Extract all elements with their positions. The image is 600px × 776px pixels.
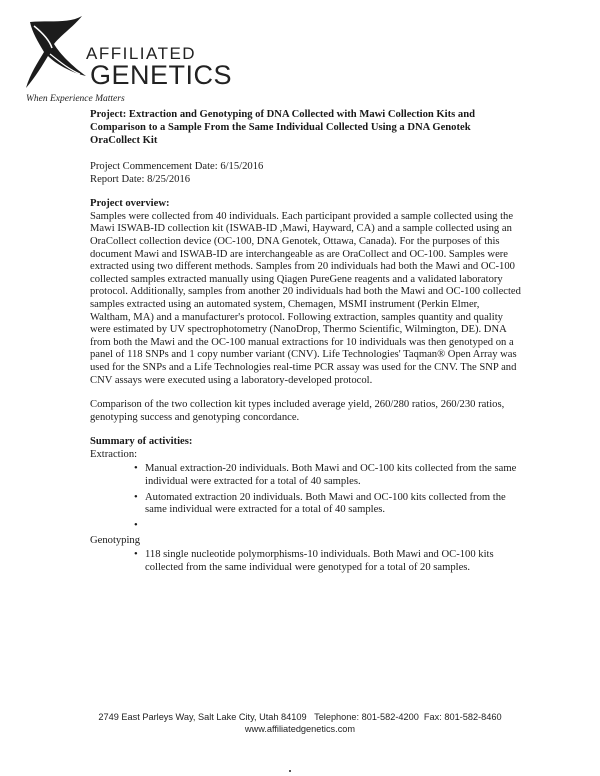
genotyping-label: Genotyping (90, 534, 141, 546)
overview-heading: Project overview: (90, 198, 170, 210)
list-item: • Automated extraction 20 individuals. Both Mawi and OC-100 kits collected from the same individual were extracted for a total of 40 samples. (145, 492, 522, 517)
extraction-label: Extraction: (90, 448, 138, 460)
list-item: • 118 single nucleotide polymorphisms-10 individuals. Both Mawi and OC-100 kits collected from the same individual were genotyped for a total of 20 samples. (145, 549, 522, 574)
extraction-list (90, 463, 522, 531)
logo-wordmark-bottom: GENETICS (90, 60, 233, 90)
footer-address: 2749 East Parleys Way, Salt Lake City, Utah 84109 Telephone: 801-582-4200 Fax: 801-582-8460 (98, 712, 502, 722)
overview-paragraph-2: Comparison of the two collection kit types included average yield, 260/280 ratios, 260/230 ratios, genotyping success and genotyping concordance. (90, 399, 505, 423)
project-dates (90, 161, 522, 186)
logo-tagline: When Experience Matters (26, 94, 125, 104)
overview-paragraph-1: Samples were collected from 40 individuals. Each participant provided a sample collected using the Mawi ISWAB-ID collection kit (ISWAB-ID ,Mawi, Hayward, CA) and a sample collected using an OraCollect collection device (OC-100, DNA Genotek, Ottawa, Canada). For the purposes of this document Mawi and ISWAB-ID are interchangeable as are OraCollect and OC-100. Samples were extracted using two different methods. Samples from 20 individuals had both the Mawi and OC-100 collected samples extracted manually using Qiagen PureGene reagents and a validated laboratory protocol. Additionally, samples from another 20 individuals had both the Mawi and OC-100 collected samples extracted using an automated system, Chemagen, MSMI instrument (Perkin Elmer, Waltham, MA) and a manufacturer's protocol. Following extraction, samples quantity and quality were estimated by UV spectrophotometry (NanoDrop, Thermo Scientific, Wilmington, DE). DNA from both the Mawi and the OC-100 manual extractions for 10 individuals was then genotyped on a panel of 118 SNPs and 1 copy number variant (CNV). Life Technologies' Taqman® Open Array was used for the SNPs and a Life Technologies real-time PCR assay was used for the CNV. The SNP and CNV assays were executed using a laboratory-developed protocol. (90, 210, 521, 386)
genotyping-list (90, 549, 522, 574)
summary-heading: Summary of activities: (90, 436, 193, 448)
footer-website: www.affiliatedgenetics.com (244, 724, 356, 734)
commencement-date: Project Commencement Date: 6/15/2016 (90, 161, 264, 172)
company-logo (20, 14, 233, 104)
document-body (90, 108, 522, 578)
logo-wordmark-top: AFFILIATED (86, 44, 197, 63)
page-footer (0, 711, 600, 735)
report-date: Report Date: 8/25/2016 (90, 173, 191, 185)
scan-speck (289, 770, 291, 772)
project-title: Project: Extraction and Genotyping of DNA Collected with Mawi Collection Kits and Comparison to a Sample From the Same Individual Collected Using a DNA Genotek OraCollect Kit (90, 109, 475, 146)
list-item: • Manual extraction-20 individuals. Both Mawi and OC-100 kits collected from the same individual were extracted for a total of 40 samples. (145, 463, 522, 488)
list-item-empty (145, 520, 522, 532)
